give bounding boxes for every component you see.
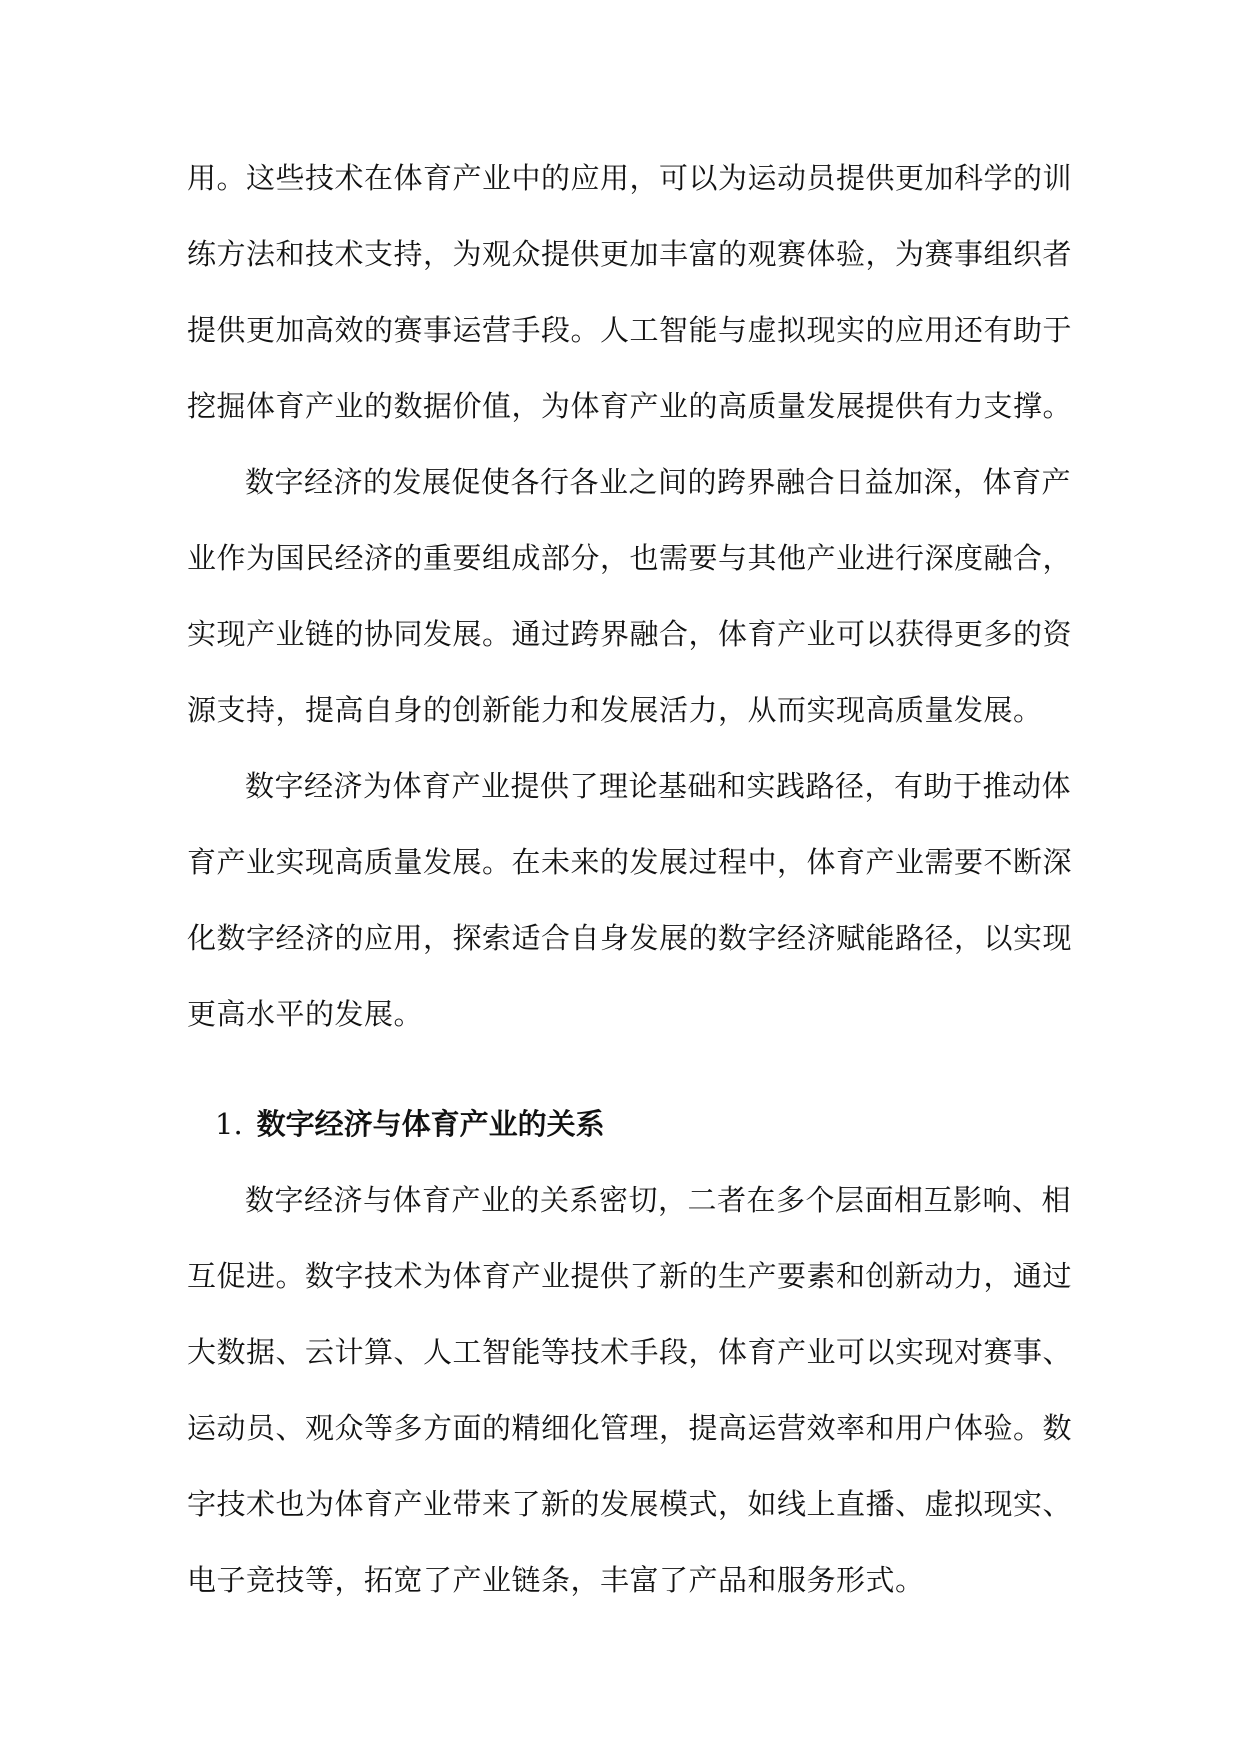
text-line: 数字经济与体育产业的关系密切，二者在多个层面相互影响、相 [245, 1183, 1072, 1217]
document-body [187, 140, 1073, 1618]
text-line: 数字经济为体育产业提供了理论基础和实践路径，有助于推动体 [245, 769, 1072, 803]
text-line: 育产业实现高质量发展。在未来的发展过程中，体育产业需要不断深 [187, 845, 1073, 879]
section-heading [187, 1086, 1057, 1162]
text-line: 字技术也为体育产业带来了新的发展模式，如线上直播、虚拟现实、 [187, 1487, 1073, 1521]
paragraph-2 [187, 444, 1073, 748]
section-heading-block [187, 1086, 1057, 1162]
text-line: 运动员、观众等多方面的精细化管理，提高运营效率和用户体验。数 [187, 1411, 1073, 1445]
text-line: 互促进。数字技术为体育产业提供了新的生产要素和创新动力，通过 [187, 1259, 1073, 1293]
paragraph-4 [187, 1162, 1073, 1618]
text-line: 电子竞技等，拓宽了产业链条，丰富了产品和服务形式。 [187, 1563, 925, 1597]
text-line: 业作为国民经济的重要组成部分，也需要与其他产业进行深度融合， [187, 541, 1073, 575]
text-line: 数字经济的发展促使各行各业之间的跨界融合日益加深，体育产 [245, 465, 1072, 499]
paragraph-3 [187, 748, 1073, 1052]
text-line: 实现产业链的协同发展。通过跨界融合，体育产业可以获得更多的资 [187, 617, 1073, 651]
paragraph-1 [187, 140, 1073, 444]
section-number: 1. [215, 1107, 243, 1141]
section-title: 数字经济与体育产业的关系 [256, 1107, 605, 1141]
text-line: 化数字经济的应用，探索适合自身发展的数字经济赋能路径，以实现 [187, 921, 1073, 955]
text-line: 源支持，提高自身的创新能力和发展活力，从而实现高质量发展。 [187, 693, 1043, 727]
text-line: 更高水平的发展。 [187, 997, 424, 1031]
text-line: 提供更加高效的赛事运营手段。人工智能与虚拟现实的应用还有助于 [187, 313, 1073, 347]
text-line: 用。这些技术在体育产业中的应用，可以为运动员提供更加科学的训 [187, 161, 1073, 195]
text-line: 大数据、云计算、人工智能等技术手段，体育产业可以实现对赛事、 [187, 1335, 1073, 1369]
text-line: 练方法和技术支持，为观众提供更加丰富的观赛体验，为赛事组织者 [187, 237, 1073, 271]
text-line: 挖掘体育产业的数据价值，为体育产业的高质量发展提供有力支撑。 [187, 389, 1073, 423]
